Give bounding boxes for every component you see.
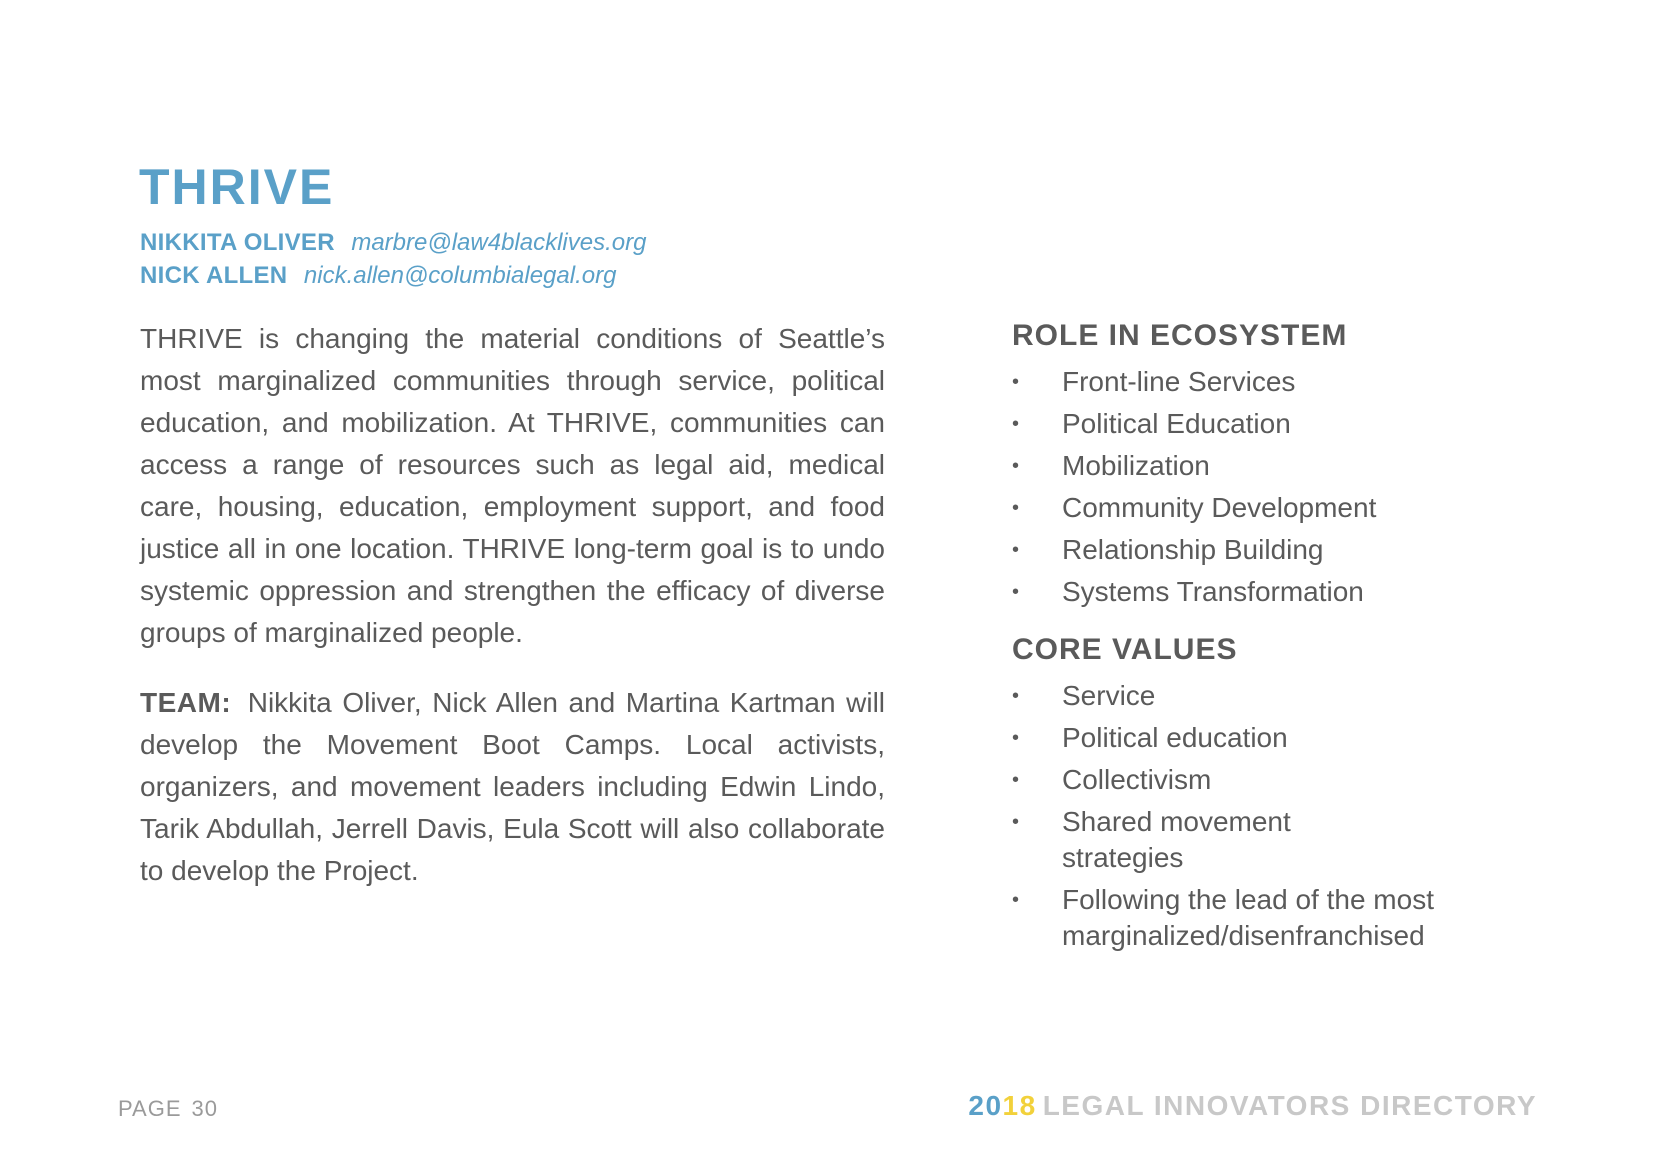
team-text: Nikkita Oliver, Nick Allen and Martina Kartman will develop the Movement Boot Camps. Local activists, organizers, and movement leaders including Edwin Lindo, Tarik Abdullah, Jerrell Davis, Eula Scott will also collaborate to develop the Project. <box>140 687 886 886</box>
role-heading: ROLE IN ECOSYSTEM <box>1012 319 1348 352</box>
page-number <box>118 1096 218 1122</box>
values-heading: CORE VALUES <box>1012 633 1238 666</box>
role-list-item: • Relationship Building <box>1012 532 1532 568</box>
contact-email-link[interactable]: nick.allen@columbialegal.org <box>303 262 617 289</box>
role-list-item: • Mobilization <box>1012 448 1532 484</box>
bullet-icon: • <box>1012 371 1020 393</box>
values-list <box>1012 678 1532 954</box>
bullet-icon: • <box>1012 539 1020 561</box>
bullet-icon: • <box>1012 497 1020 519</box>
bullet-icon: • <box>1012 769 1020 791</box>
directory-label: LEGAL INNOVATORS DIRECTORY <box>1042 1090 1537 1121</box>
bullet-icon: • <box>1012 811 1020 833</box>
bullet-icon: • <box>1012 889 1020 911</box>
role-list <box>1012 364 1532 610</box>
bullet-icon: • <box>1012 413 1020 435</box>
role-list-item: • Community Development <box>1012 490 1532 526</box>
page-label: PAGE <box>118 1096 182 1121</box>
values-list-item: • Shared movement strategies <box>1012 806 1291 873</box>
year-part-a: 20 <box>968 1090 1003 1121</box>
values-list-item: • Collectivism <box>1012 762 1532 798</box>
role-list-item: • Front-line Services <box>1012 364 1532 400</box>
values-list-item: • Service <box>1012 678 1532 714</box>
page-number-value: 30 <box>191 1096 218 1121</box>
sidebar <box>1012 318 1532 960</box>
contact-name: NIKKITA OLIVER <box>140 229 335 256</box>
main-content <box>140 318 885 892</box>
organization-title: THRIVE <box>139 159 335 215</box>
bullet-icon: • <box>1012 727 1020 749</box>
contact-name: NICK ALLEN <box>140 262 288 289</box>
description-paragraph: THRIVE is changing the material conditions of Seattle’s most marginalized communities through service, political education, and mobilization. At THRIVE, communities can access a range of resources such as legal aid, medical care, housing, education, employment support, and food justice all in one location. THRIVE long-term goal is to undo systemic oppression and strengthen the efficacy of diverse groups of marginalized people. <box>140 323 885 648</box>
bullet-icon: • <box>1012 685 1020 707</box>
bullet-icon: • <box>1012 581 1020 603</box>
contact-list <box>140 226 646 292</box>
team-paragraph <box>140 682 885 892</box>
role-list-item: • Political Education <box>1012 406 1532 442</box>
bullet-icon: • <box>1012 455 1020 477</box>
directory-title <box>968 1090 1537 1122</box>
year-part-b: 18 <box>1002 1090 1037 1121</box>
contact-email-link[interactable]: marbre@law4blacklives.org <box>351 229 647 256</box>
contact-row <box>140 259 646 292</box>
contact-row <box>140 226 646 259</box>
team-label: TEAM: <box>140 687 232 718</box>
values-list-item: • Political education <box>1012 720 1532 756</box>
values-list-item: • Following the lead of the most marginalized/disenfranchised <box>1012 884 1434 951</box>
role-list-item: • Systems Transformation <box>1012 574 1532 610</box>
